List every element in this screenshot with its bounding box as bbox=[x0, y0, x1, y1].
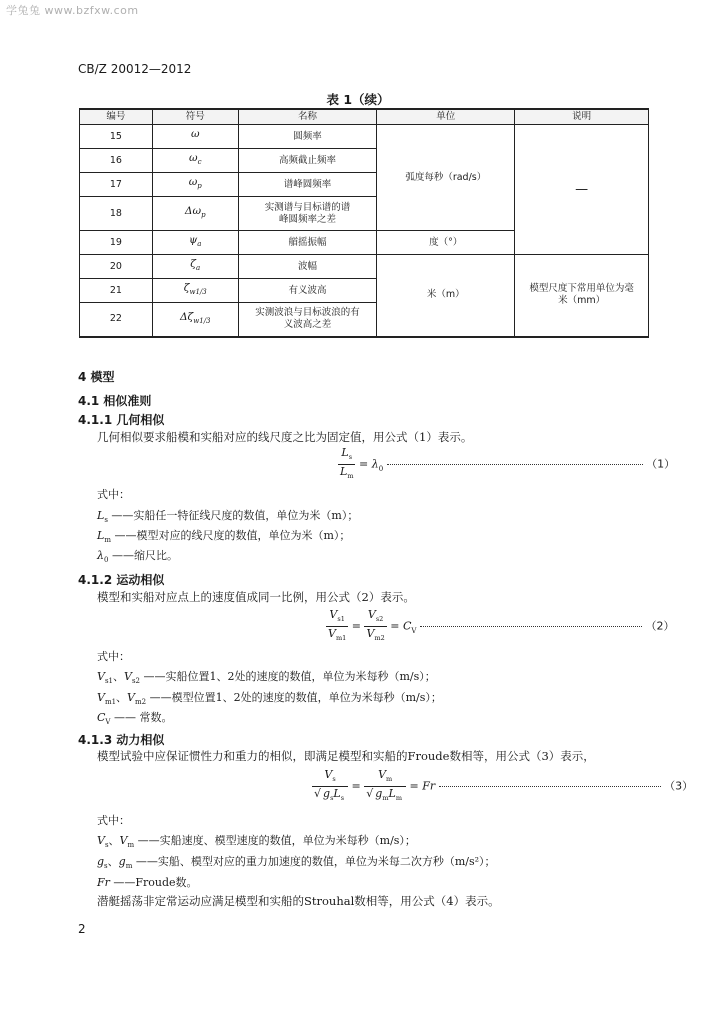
note-cell: 模型尺度下常用单位为毫米（mm） bbox=[515, 255, 649, 337]
row-no: 21 bbox=[80, 279, 153, 303]
row-no: 16 bbox=[80, 149, 153, 173]
row-symbol: $\omega_c$ bbox=[152, 149, 238, 173]
watermark: 学兔兔 www.bzfxw.com bbox=[6, 4, 139, 17]
row-name: 实测谱与目标谱的谱峰圆频率之差 bbox=[238, 197, 377, 231]
row-symbol: $\omega_p$ bbox=[152, 173, 238, 197]
header-note: 说明 bbox=[515, 109, 649, 125]
section-4-1-3-heading: 4.1.3 动力相似 bbox=[78, 733, 165, 747]
paragraph-4-1-2: 模型和实船对应点上的速度值成同一比例，用公式（2）表示。 bbox=[97, 590, 415, 604]
row-no: 18 bbox=[80, 197, 153, 231]
paragraph-4-1-1: 几何相似要求船模和实船对应的线尺度之比为固定值，用公式（1）表示。 bbox=[97, 430, 473, 444]
row-name: 圆频率 bbox=[238, 125, 377, 149]
row-symbol: $\Delta\omega_p$ bbox=[152, 197, 238, 231]
section-4-1-heading: 4.1 相似准则 bbox=[78, 394, 152, 408]
header-symbol: 符号 bbox=[152, 109, 238, 125]
row-name: 高频截止频率 bbox=[238, 149, 377, 173]
row-no: 19 bbox=[80, 231, 153, 255]
paragraph-strouhal: 潜艇摇荡非定常运动应满足模型和实船的Strouhal数相等，用公式（4）表示。 bbox=[97, 894, 500, 908]
unit-cell: 度（°） bbox=[377, 231, 515, 255]
note-cell: — bbox=[515, 125, 649, 255]
row-symbol: $\psi_a$ bbox=[152, 231, 238, 255]
row-name: 波幅 bbox=[238, 255, 377, 279]
definition-cv: $C_V$ —— 常数。 bbox=[97, 711, 173, 727]
row-no: 20 bbox=[80, 255, 153, 279]
row-name: 艏摇振幅 bbox=[238, 231, 377, 255]
row-symbol: $\zeta_{w1/3}$ bbox=[152, 279, 238, 303]
unit-cell: 弧度每秒（rad/s） bbox=[377, 125, 515, 231]
paragraph-4-1-3: 模型试验中应保证惯性力和重力的相似，即满足模型和实船的Froude数相等，用公式（3）表示， bbox=[97, 749, 595, 763]
definition-fr: Fr ——Froude数。 bbox=[97, 876, 198, 889]
definition-ls: $L_s$ ——实船任一特征线尺度的数值，单位为米（m）； bbox=[97, 509, 359, 525]
section-4-1-2-heading: 4.1.2 运动相似 bbox=[78, 573, 165, 587]
where-label-2: 式中： bbox=[97, 650, 130, 663]
table-caption: 表 1（续） bbox=[326, 92, 390, 107]
unit-cell: 米（m） bbox=[377, 255, 515, 337]
equation-1: $\frac{L_s}{L_m}$ = $\lambda_0$ （1） bbox=[340, 446, 676, 481]
header-unit: 单位 bbox=[377, 109, 515, 125]
table-header-row bbox=[80, 109, 649, 125]
table-row bbox=[80, 255, 649, 279]
definition-lm: $L_m$ ——模型对应的线尺度的数值，单位为米（m）； bbox=[97, 529, 351, 545]
row-no: 15 bbox=[80, 125, 153, 149]
row-symbol: ω bbox=[152, 125, 238, 149]
definition-lambda: $\lambda_0$ ——缩尺比。 bbox=[97, 549, 178, 565]
definition-vm: $V_{m1}$、$V_{m2}$ ——模型位置1、2处的速度的数值，单位为米每秒（m/s）； bbox=[97, 691, 442, 707]
where-label-3: 式中： bbox=[97, 814, 130, 827]
header-no: 编号 bbox=[80, 109, 153, 125]
section-4-heading: 4 模型 bbox=[78, 370, 115, 384]
row-name: 谱峰圆频率 bbox=[238, 173, 377, 197]
definition-vs: $V_{s1}$、$V_{s2}$ ——实船位置1、2处的速度的数值，单位为米每秒（m/s）； bbox=[97, 670, 436, 686]
header-name: 名称 bbox=[238, 109, 377, 125]
row-symbol: $\zeta_a$ bbox=[152, 255, 238, 279]
definition-g: $g_s$、$g_m$ ——实船、模型对应的重力加速度的数值，单位为米每二次方秒（m/s²）； bbox=[97, 855, 496, 871]
definition-v: $V_s$、$V_m$ ——实船速度、模型速度的数值，单位为米每秒（m/s）； bbox=[97, 834, 416, 850]
equation-2: $\frac{V_{s1}}{V_{m1}}$ = $\frac{V_{s2}}{V_{m2}}$ = $C_V$ （2） bbox=[328, 608, 675, 643]
row-no: 22 bbox=[80, 303, 153, 337]
equation-3: $\frac{V_s}{√ g_sL_s}$ = $\frac{V_m}{√ g_mL_m}$ = Fr （3） bbox=[314, 768, 694, 803]
standard-number: CB/Z 20012—2012 bbox=[78, 62, 192, 76]
row-no: 17 bbox=[80, 173, 153, 197]
section-4-1-1-heading: 4.1.1 几何相似 bbox=[78, 413, 165, 427]
where-label: 式中： bbox=[97, 488, 130, 501]
row-name: 实测波浪与目标波浪的有义波高之差 bbox=[238, 303, 377, 337]
row-symbol: $\Delta\zeta_{w1/3}$ bbox=[152, 303, 238, 337]
table-row bbox=[80, 125, 649, 149]
row-name: 有义波高 bbox=[238, 279, 377, 303]
page-number: 2 bbox=[78, 922, 86, 936]
symbol-table bbox=[79, 108, 649, 338]
